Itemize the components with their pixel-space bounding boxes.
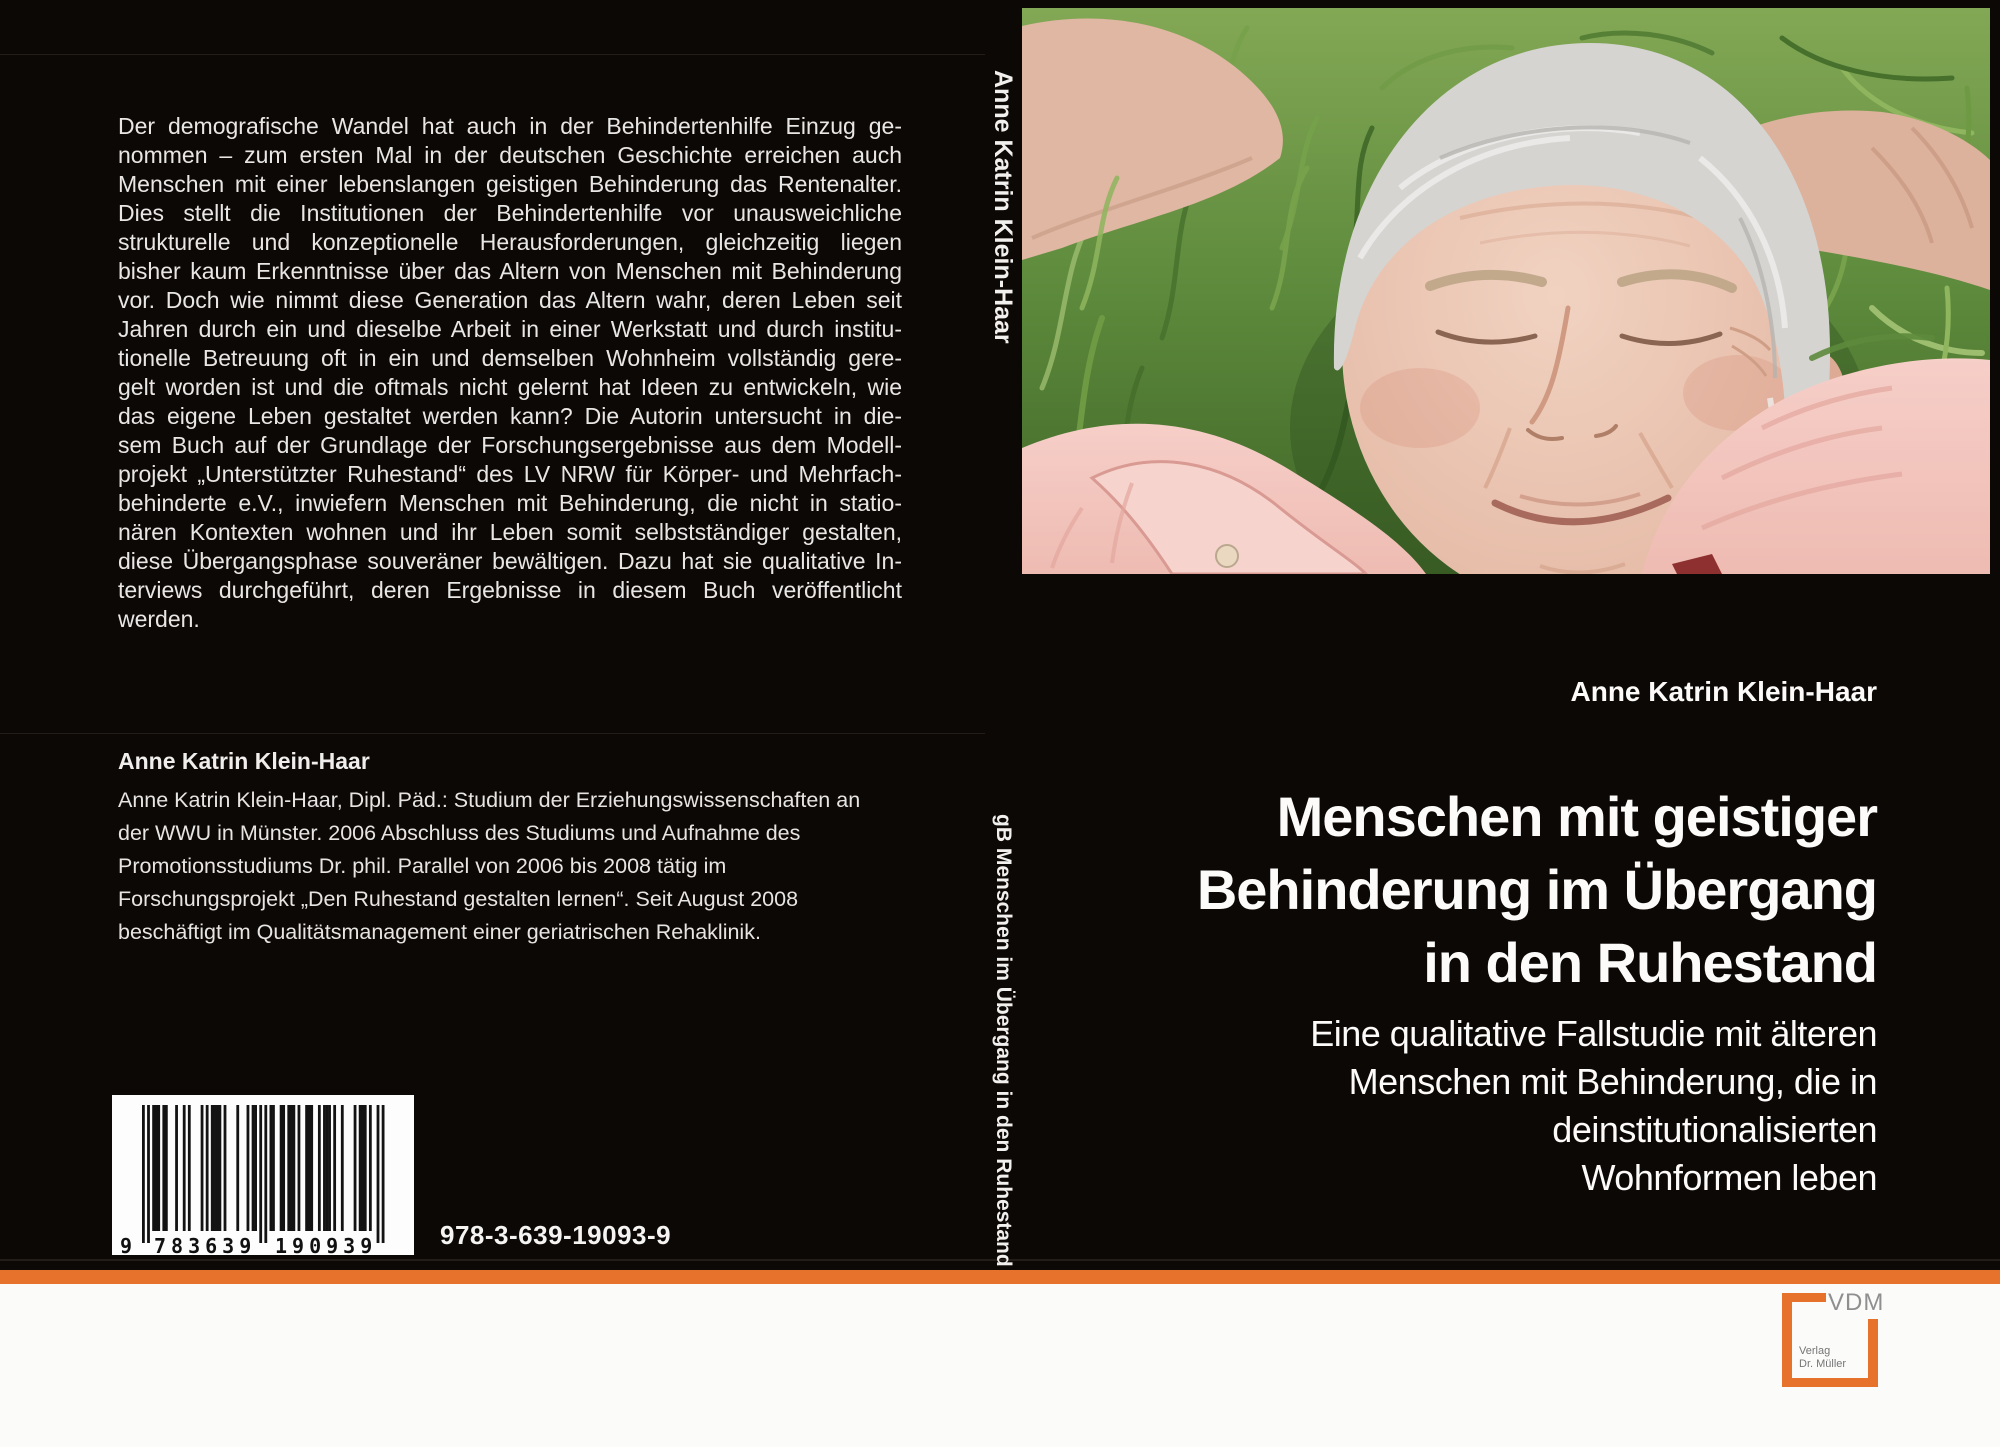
- text-line: Menschen mit einer lebenslangen geistigen Behinderung das Rentenalter.: [118, 171, 902, 197]
- print-seam: [0, 54, 985, 55]
- text-line: deinstitutionalisierten: [1552, 1109, 1877, 1150]
- text-line: gelt worden ist und die oftmals nicht gelernt hat Ideen zu entwickeln, wie: [118, 374, 902, 400]
- barcode-digit-group1: 783639: [154, 1234, 257, 1255]
- accent-band: [0, 1270, 2000, 1284]
- spine-author: Anne Katrin Klein-Haar: [989, 70, 1017, 344]
- text-line: sem Buch auf der Grundlage der Forschungsergebnisse aus dem Modell-: [118, 432, 902, 458]
- barcode-digit-left: 9: [120, 1234, 133, 1255]
- bottom-strip: [0, 1284, 2000, 1447]
- front-subtitle: [1310, 1010, 1877, 1202]
- front-author: Anne Katrin Klein-Haar: [1570, 676, 1877, 707]
- text-line: Anne Katrin Klein-Haar, Dipl. Päd.: Studium der Erziehungswissenschaften an: [118, 788, 861, 812]
- text-line: in den Ruhestand: [1423, 931, 1877, 994]
- text-line: Jahren durch ein und dieselbe Arbeit in einer Werkstatt und durch institu-: [118, 316, 902, 342]
- text-line: Promotionsstudiums Dr. phil. Parallel von 2006 bis 2008 tätig im: [118, 854, 727, 878]
- text-line: Eine qualitative Fallstudie mit älteren: [1310, 1013, 1877, 1054]
- text-line: vor. Doch wie nimmt diese Generation das Altern wahr, deren Leben seit: [118, 287, 902, 313]
- logo-frame-left: [1782, 1293, 1792, 1387]
- back-cover-blurb: [118, 112, 902, 634]
- text-line: Wohnformen leben: [1581, 1157, 1877, 1198]
- text-line: werden.: [118, 606, 200, 632]
- cover-photo: [1022, 8, 1990, 574]
- text-line: diese Übergangsphase souveräner bewältigen. Dazu hat sie qualitative In-: [118, 548, 902, 574]
- isbn-barcode: [112, 1095, 414, 1255]
- vdm-logo-text: VDM: [1828, 1289, 1885, 1316]
- text-line: Menschen mit Behinderung, die in: [1348, 1061, 1877, 1102]
- text-line: beschäftigt im Qualitätsmanagement einer geriatrischen Rehaklinik.: [118, 920, 761, 944]
- barcode-digit-group2: 190939: [275, 1234, 378, 1255]
- publisher-name-line1: Verlag: [1799, 1345, 1831, 1357]
- vdm-publisher-logo: [1782, 1289, 1885, 1387]
- text-line: nären Kontexten wohnen und ihr Leben somit selbstständiger gestalten,: [118, 519, 902, 545]
- author-bio-text: [118, 784, 918, 949]
- text-line: Der demografische Wandel hat auch in der Behindertenhilfe Einzug ge-: [118, 113, 902, 139]
- text-line: Menschen mit geistiger: [1276, 785, 1877, 848]
- text-line: terviews durchgeführt, deren Ergebnisse in diesem Buch veröffentlicht: [118, 577, 902, 603]
- text-line: projekt „Unterstützter Ruhestand“ des LV NRW für Körper- und Mehrfach-: [118, 461, 902, 487]
- front-title: [1197, 780, 1877, 999]
- text-line: Behinderung im Übergang: [1196, 858, 1877, 921]
- print-seam: [0, 733, 985, 734]
- spine-title: gB Menschen im Übergang in den Ruhestand: [992, 814, 1015, 1267]
- text-line: behinderte e.V., inwiefern Menschen mit Behinderung, die nicht in statio-: [118, 490, 902, 516]
- logo-frame-bottom: [1782, 1378, 1878, 1387]
- text-line: strukturelle und konzeptionelle Herausforderungen, gleichzeitig liegen: [118, 229, 902, 255]
- text-line: tionelle Betreuung oft in ein und demselben Wohnheim vollständig gere-: [118, 345, 902, 371]
- text-line: Forschungsprojekt „Den Ruhestand gestalten lernen“. Seit August 2008: [118, 887, 799, 911]
- text-line: der WWU in Münster. 2006 Abschluss des Studiums und Aufnahme des: [118, 821, 801, 845]
- logo-frame-right: [1868, 1319, 1878, 1387]
- text-line: das eigene Leben gestaltet werden kann? Die Autorin untersucht in die-: [118, 403, 902, 429]
- text-line: bisher kaum Erkenntnisse über das Altern von Menschen mit Behinderung: [118, 258, 902, 284]
- isbn-text: 978-3-639-19093-9: [440, 1220, 672, 1250]
- logo-frame-top: [1782, 1293, 1826, 1302]
- author-bio-heading: Anne Katrin Klein-Haar: [118, 748, 370, 774]
- publisher-name: [1799, 1345, 1846, 1371]
- text-line: nommen – zum ersten Mal in der deutschen Geschichte erreichen auch: [118, 142, 902, 168]
- publisher-name-line2: Dr. Müller: [1799, 1358, 1847, 1370]
- text-line: Dies stellt die Institutionen der Behindertenhilfe vor unausweichliche: [118, 200, 902, 226]
